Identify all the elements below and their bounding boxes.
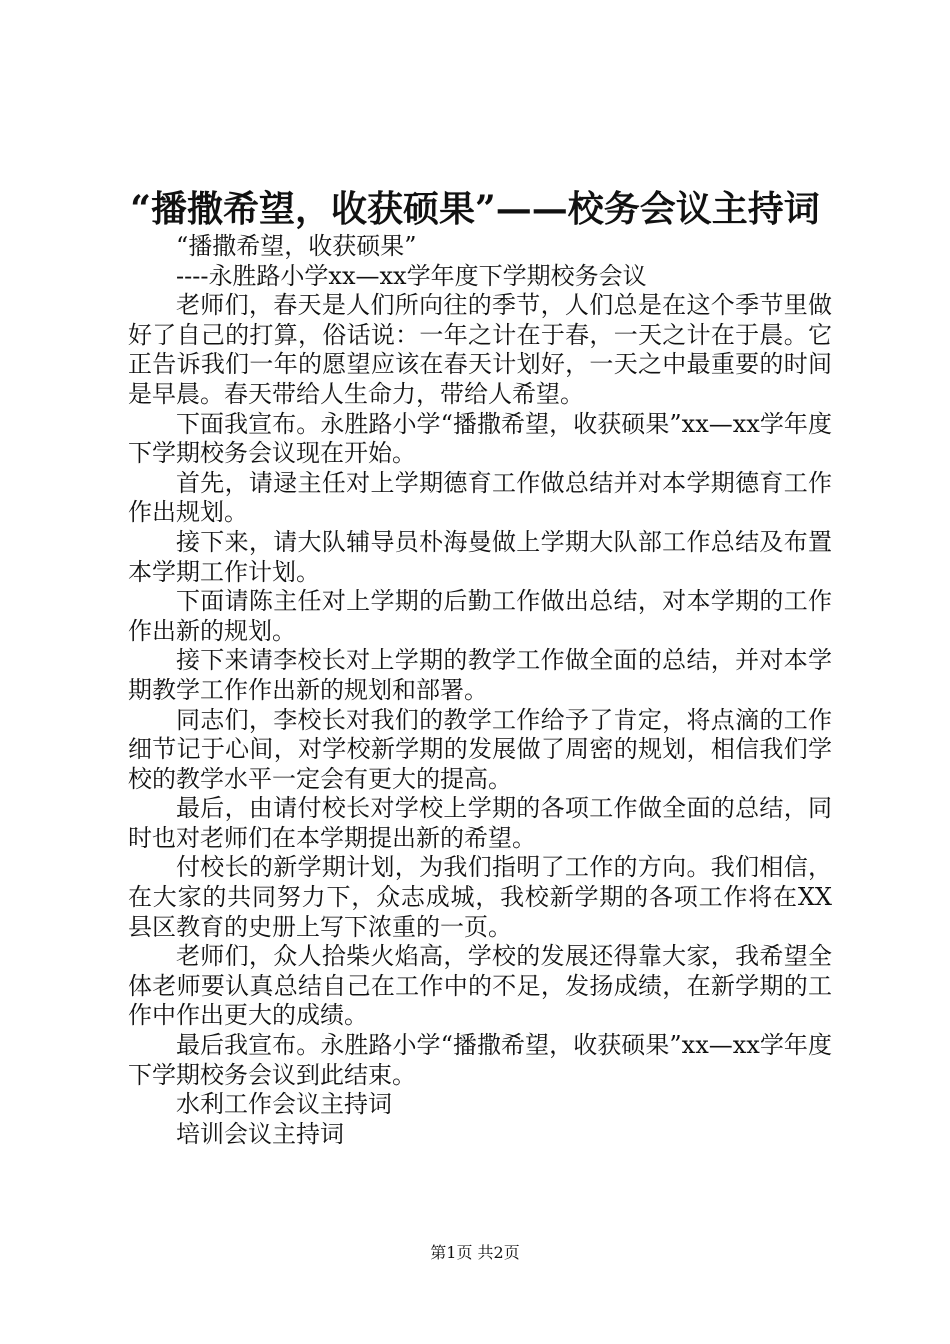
subtitle-meeting: ----永胜路小学xx—xx学年度下学期校务会议 xyxy=(176,261,647,290)
paragraph-logistics: 下面请陈主任对上学期的后勤工作做出总结，对本学期的工作作出新的规划。 xyxy=(128,587,832,645)
paragraph-vice-principal: 最后，由请付校长对学校上学期的各项工作做全面的总结，同时也对老师们在本学期提出新的希望。 xyxy=(128,794,832,852)
paragraph-teaching-comment: 同志们，李校长对我们的教学工作给予了肯定，将点滴的工作细节记于心间，对学校新学期的发展做了周密的规划，相信我们学校的教学水平一定会有更大的提高。 xyxy=(128,705,832,793)
link-training-speech: 培训会议主持词 xyxy=(176,1119,344,1148)
subtitle-slogan: “播撒希望，收获硕果” xyxy=(176,232,417,260)
paragraph-new-semester-plan: 付校长的新学期计划，为我们指明了工作的方向。我们相信，在大家的共同努力下，众志成城，我校新学期的各项工作将在XX县区教育的史册上写下浓重的一页。 xyxy=(128,853,832,941)
paragraph-moral-education: 首先，请逯主任对上学期德育工作做总结并对本学期德育工作作出规划。 xyxy=(128,468,832,527)
document-title: “播撒希望，收获硕果”——校务会议主持词 xyxy=(130,188,820,230)
link-water-conservancy-speech: 水利工作会议主持词 xyxy=(176,1090,392,1119)
page-footer: 第1页 共2页 xyxy=(430,1243,520,1262)
paragraph-announce-start: 下面我宣布。永胜路小学“播撒希望，收获硕果”xx—xx学年度下学期校务会议现在开始。 xyxy=(128,409,832,468)
paragraph-announce-end: 最后我宣布。永胜路小学“播撒希望，收获硕果”xx—xx学年度下学期校务会议到此结束。 xyxy=(128,1031,832,1089)
paragraph-teaching-summary: 接下来请李校长对上学期的教学工作做全面的总结，并对本学期教学工作作出新的规划和部署。 xyxy=(128,646,832,704)
paragraph-brigade-work: 接下来，请大队辅导员朴海曼做上学期大队部工作总结及布置本学期工作计划。 xyxy=(128,527,832,586)
document-body xyxy=(128,232,832,1149)
paragraph-teachers-call: 老师们，众人拾柴火焰高，学校的发展还得靠大家，我希望全体老师要认真总结自己在工作中的不足，发扬成绩，在新学期的工作中作出更大的成绩。 xyxy=(128,942,832,1030)
paragraph-opening-remarks: 老师们，春天是人们所向往的季节，人们总是在这个季节里做好了自己的打算，俗话说：一年之计在于春，一天之计在于晨。它正告诉我们一年的愿望应该在春天计划好，一天之中最重要的时间是早晨。春天带给人生命力，带给人希望。 xyxy=(128,291,832,408)
